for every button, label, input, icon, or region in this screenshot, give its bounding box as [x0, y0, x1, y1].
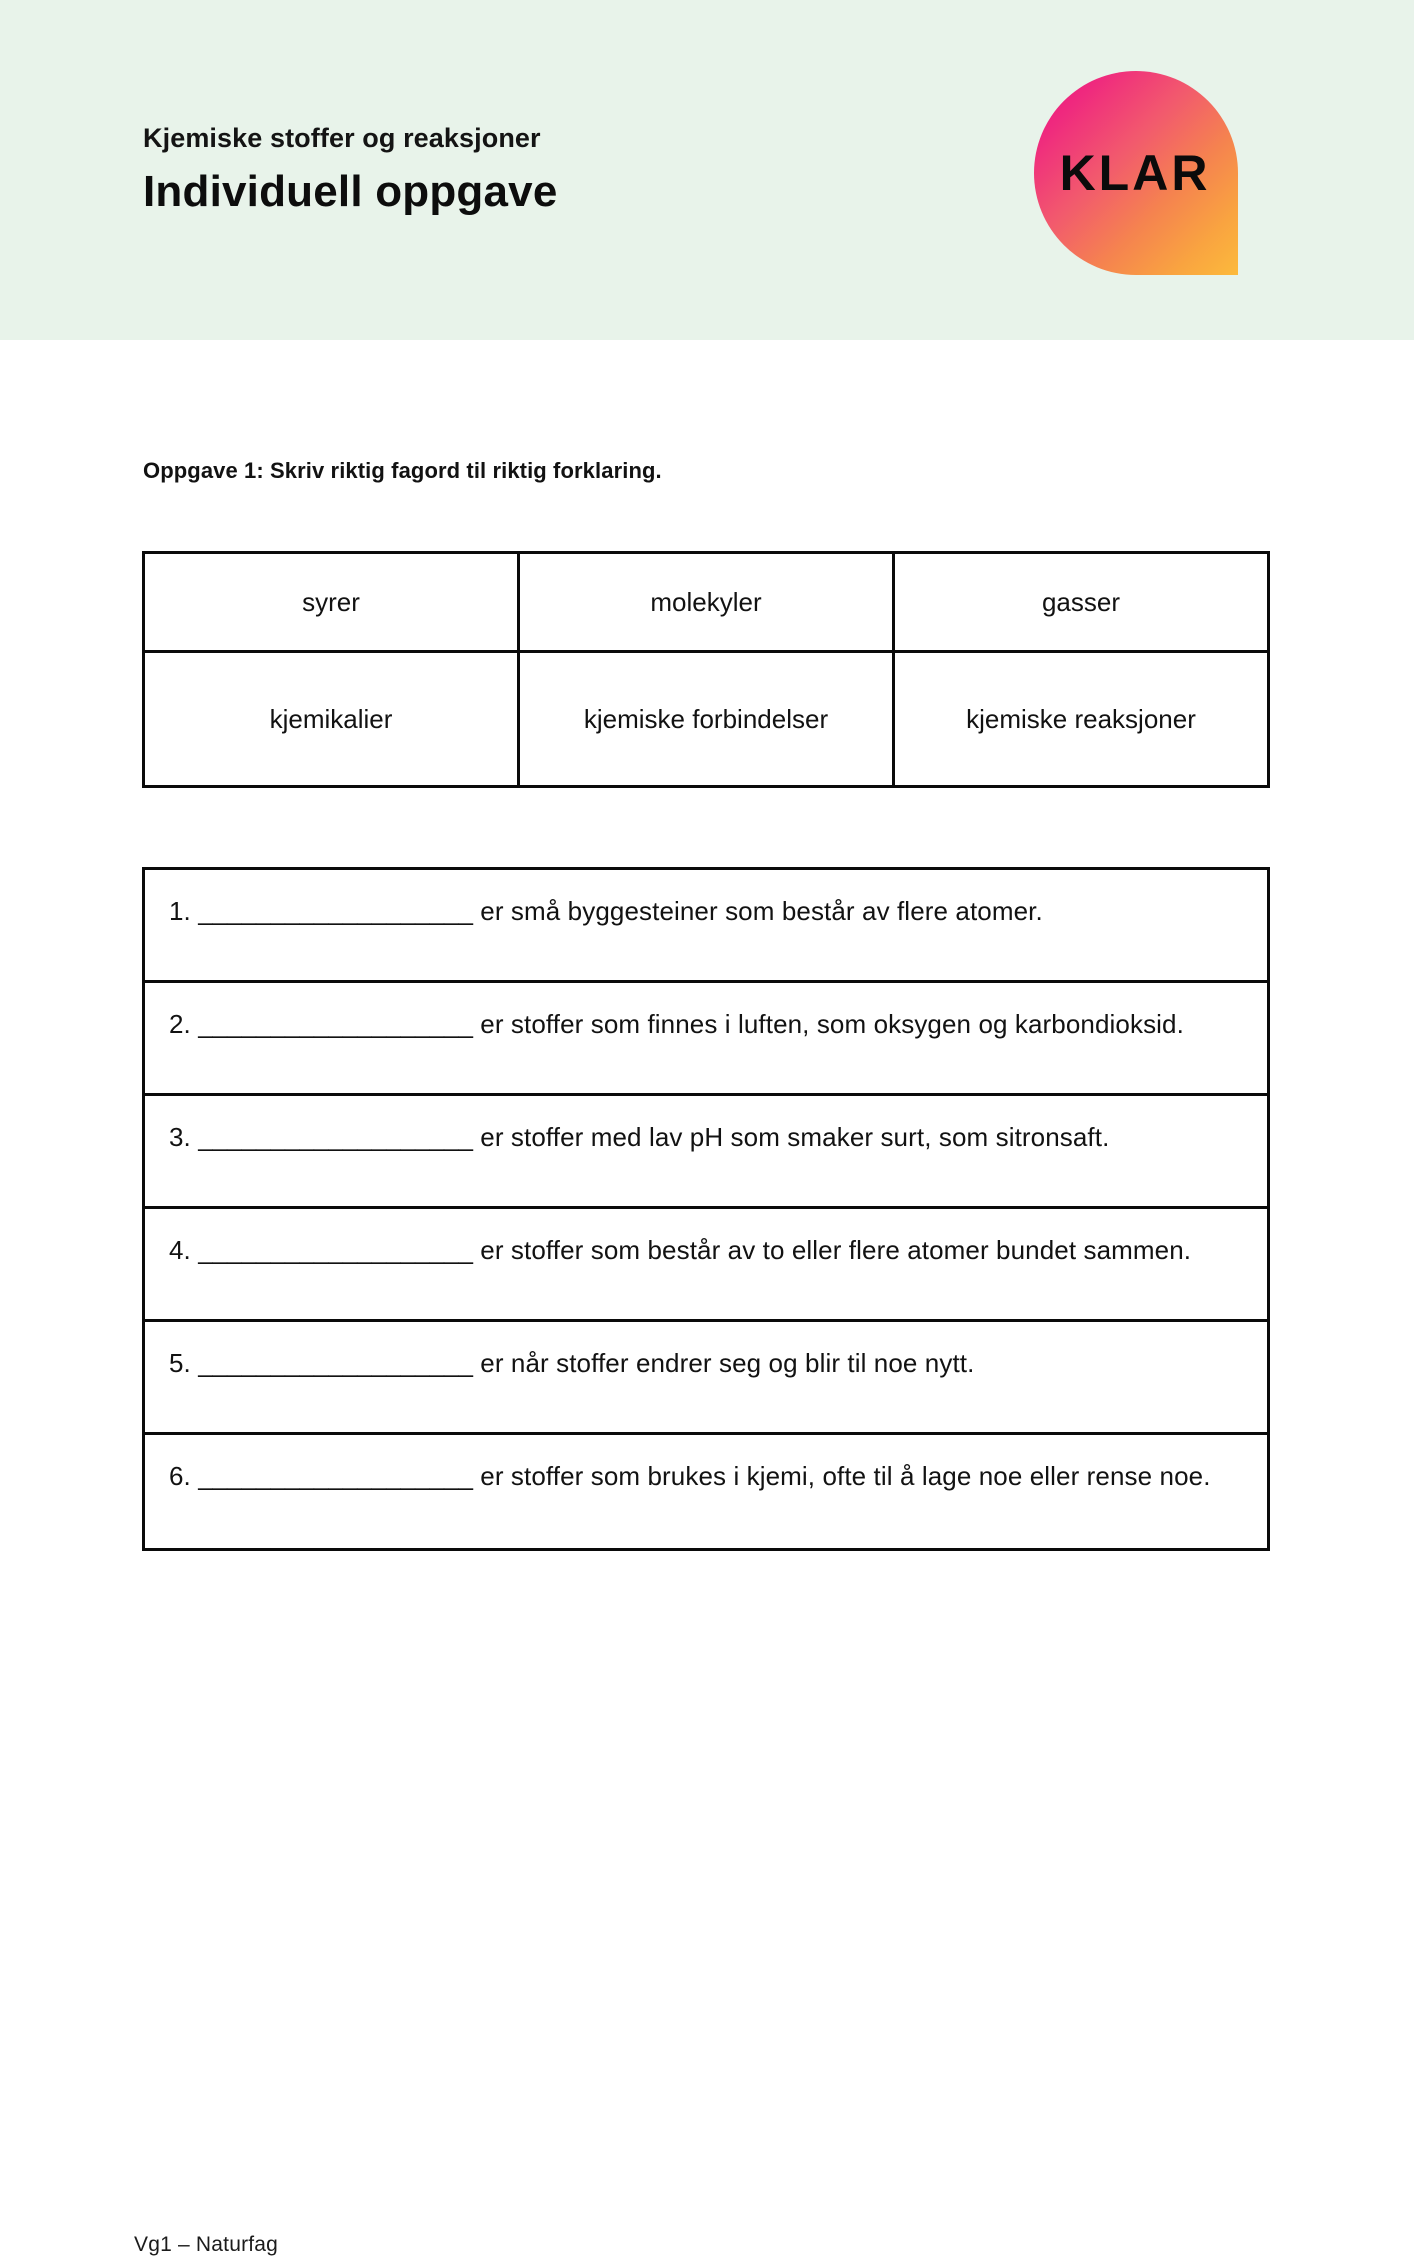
answer-blank[interactable]: ___________________: [198, 1009, 473, 1039]
header-text-block: [143, 122, 558, 219]
question-row: [145, 1435, 1267, 1548]
question-text: [169, 1005, 1243, 1045]
wordbank-cell: kjemiske forbindelser: [519, 652, 894, 787]
questions-list: [142, 867, 1270, 1551]
wordbank-table: [142, 551, 1270, 788]
table-row: [144, 553, 1269, 652]
answer-blank[interactable]: ___________________: [198, 1235, 473, 1265]
question-body: er stoffer som finnes i luften, som oksygen og karbondioksid.: [472, 1009, 1184, 1039]
footer-subject-label: Vg1 – Naturfag: [134, 2233, 279, 2256]
question-number: 3.: [169, 1122, 191, 1152]
klar-logo: [1034, 71, 1238, 275]
table-row: [144, 652, 1269, 787]
question-number: 6.: [169, 1461, 191, 1491]
question-row: [145, 870, 1267, 983]
question-body: er små byggesteiner som består av flere atomer.: [472, 896, 1043, 926]
question-number: 4.: [169, 1235, 191, 1265]
question-row: [145, 1209, 1267, 1322]
question-text: [169, 1457, 1243, 1497]
wordbank-cell: gasser: [894, 553, 1269, 652]
question-row: [145, 983, 1267, 1096]
header-kicker: Kjemiske stoffer og reaksjoner: [143, 123, 541, 153]
task-heading: Oppgave 1: Skriv riktig fagord til riktig forklaring.: [143, 458, 662, 483]
question-text: [169, 892, 1243, 932]
question-body: er stoffer som brukes i kjemi, ofte til å lage noe eller rense noe.: [472, 1461, 1211, 1491]
question-row: [145, 1096, 1267, 1209]
page-title: Individuell oppgave: [143, 166, 558, 216]
question-body: er når stoffer endrer seg og blir til noe nytt.: [472, 1348, 975, 1378]
question-number: 5.: [169, 1348, 191, 1378]
wordbank-cell: syrer: [144, 553, 519, 652]
question-body: er stoffer som består av to eller flere atomer bundet sammen.: [472, 1235, 1192, 1265]
question-row: [145, 1322, 1267, 1435]
header-band: [0, 0, 1414, 340]
answer-blank[interactable]: ___________________: [198, 1122, 473, 1152]
answer-blank[interactable]: ___________________: [198, 1461, 473, 1491]
wordbank-cell: kjemiske reaksjoner: [894, 652, 1269, 787]
answer-blank[interactable]: ___________________: [198, 896, 473, 926]
wordbank-cell: molekyler: [519, 553, 894, 652]
question-number: 2.: [169, 1009, 191, 1039]
question-body: er stoffer med lav pH som smaker surt, som sitronsaft.: [472, 1122, 1110, 1152]
question-text: [169, 1118, 1243, 1158]
klar-logo-label: KLAR: [1059, 145, 1211, 201]
answer-blank[interactable]: ___________________: [198, 1348, 473, 1378]
wordbank-cell: kjemikalier: [144, 652, 519, 787]
question-text: [169, 1344, 1243, 1384]
question-text: [169, 1231, 1243, 1271]
question-number: 1.: [169, 896, 191, 926]
